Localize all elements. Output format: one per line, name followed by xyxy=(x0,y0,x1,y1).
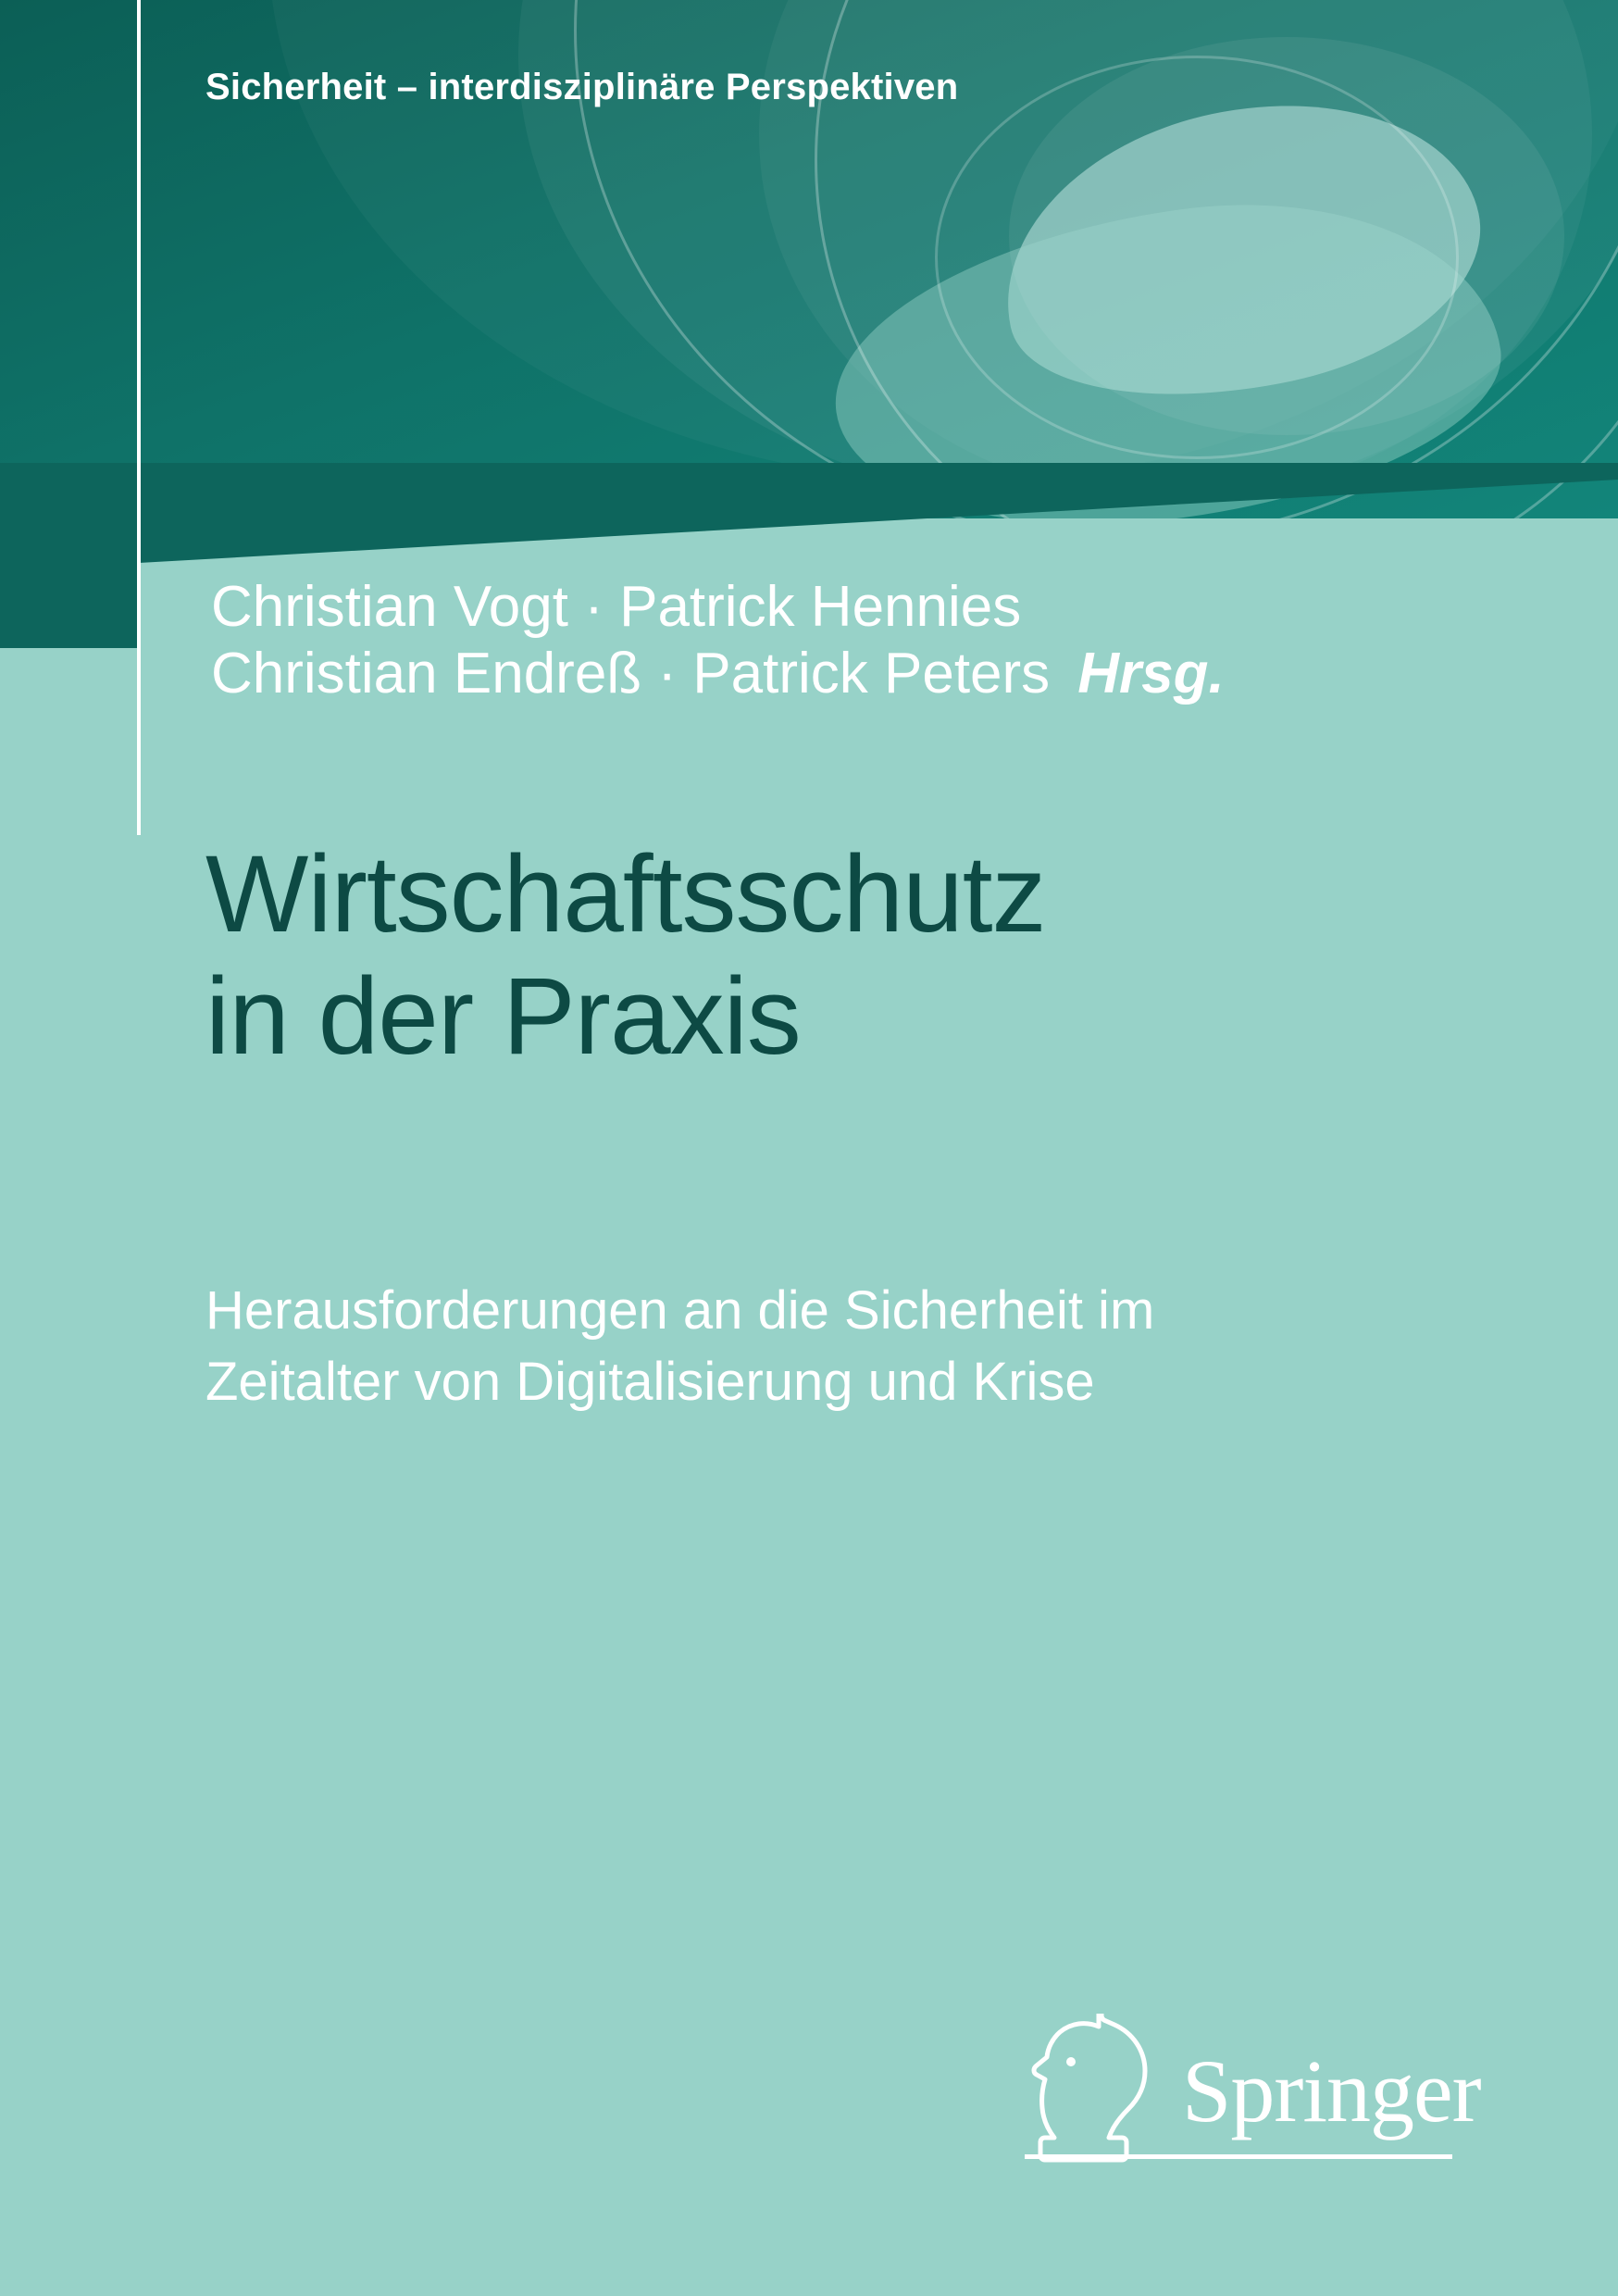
book-subtitle-line-1: Herausforderungen an die Sicherheit im xyxy=(205,1280,1155,1341)
book-title-line-2: in der Praxis xyxy=(205,955,801,1079)
editors-line-1: Christian Vogt · Patrick Hennies xyxy=(211,575,1022,639)
book-subtitle-line-2: Zeitalter von Digitalisierung und Krise xyxy=(205,1351,1095,1412)
publisher-name: Springer xyxy=(1182,2041,1481,2140)
book-subtitle xyxy=(205,1276,1464,1417)
editors-line-2: Christian Endreß · Patrick Peters xyxy=(211,641,1051,705)
editors-role: Hrsg. xyxy=(1077,641,1225,705)
vertical-rule xyxy=(137,0,141,835)
book-title xyxy=(205,833,1520,1078)
editors-line-2-wrap xyxy=(211,641,1488,707)
publisher-underline xyxy=(1025,2154,1452,2159)
editors-block xyxy=(211,574,1488,707)
series-title: Sicherheit – interdisziplinäre Perspektiven xyxy=(205,67,959,107)
decorative-outline-3 xyxy=(935,56,1459,459)
publisher-logo xyxy=(1014,2014,1481,2190)
book-title-line-1: Wirtschaftsschutz xyxy=(205,833,1046,955)
